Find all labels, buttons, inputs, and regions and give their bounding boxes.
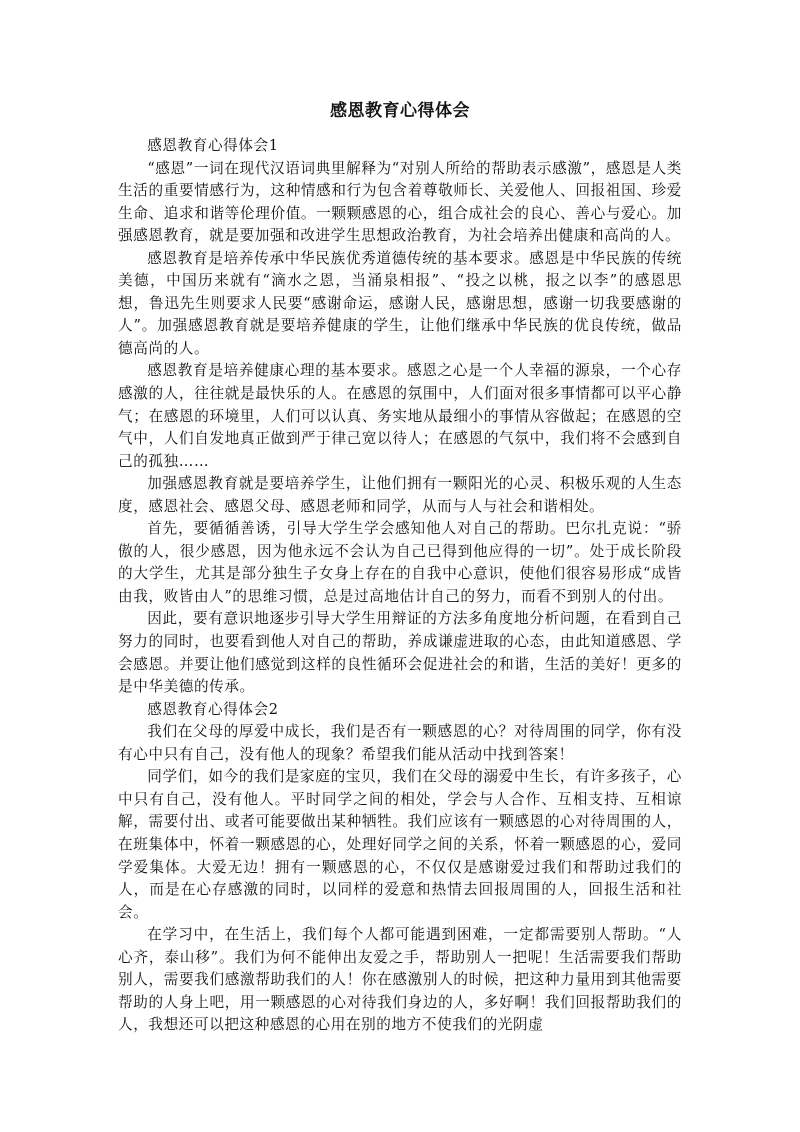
section-heading-1: 感恩教育心得体会1: [147, 137, 279, 154]
paragraph: “感恩”一词在现代汉语词典里解释为“对别人所给的帮助表示感激”，感恩是人类生活的重要情感行为，这种情感和行为包含着尊敬师长、关爱他人、回报祖国、珍爱生命、追求和谐等伦理价值。一颗颗感恩的心，组合成社会的良心、善心与爱心。加强感恩教育，就是要加强和改进学生思想政治教育，为社会培养出健康和高尚的人。: [118, 159, 682, 245]
paragraph: 同学们，如今的我们是家庭的宝贝，我们在父母的溺爱中生长，有许多孩子，心中只有自己，没有他人。平时同学之间的相处，学会与人合作、互相支持、互相谅解，需要付出、或者可能要做出某种牺牲。我们应该有一颗感恩的心对待周围的人，在班集体中，怀着一颗感恩的心，处理好同学之间的关系，怀着一颗感恩的心，爱同学爱集体。大爱无边！拥有一颗感恩的心，不仅仅是感谢爱过我们和帮助过我们的人，而是在心存感激的同时，以同样的爱意和热情去回报周围的人，回报生活和社会。: [118, 768, 682, 921]
section-heading-2: 感恩教育心得体会2: [147, 700, 279, 718]
document-body: [118, 135, 682, 1037]
paragraph: 感恩教育是培养传承中华民族优秀道德传统的基本要求。感恩是中华民族的传统美德，中国历来就有“滴水之恩，当涌泉相报”、“投之以桃，报之以李”的感恩思想，鲁迅先生则要求人民要“感谢命运，感谢人民，感谢思想，感谢一切我要感谢的人”。加强感恩教育就是要培养健康的学生，让他们继承中华民族的优良传统，做品德高尚的人。: [118, 249, 682, 357]
paragraph: 因此，要有意识地逐步引导大学生用辩证的方法多角度地分析问题，在看到自己努力的同时，也要看到他人对自己的帮助，养成谦虚进取的心态，由此知道感恩、学会感恩。并要让他们感觉到这样的良性循环会促进社会的和谐，生活的美好！更多的是中华美德的传承。: [118, 610, 682, 696]
paragraph: 感恩教育是培养健康心理的基本要求。感恩之心是一个人幸福的源泉，一个心存感激的人，往往就是最快乐的人。在感恩的氛围中，人们面对很多事情都可以平心静气；在感恩的环境里，人们可以认真、务实地从最细小的事情从容做起；在感恩的空气中，人们自发地真正做到严于律己宽以待人；在感恩的气氛中，我们将不会感到自己的孤独……: [118, 362, 682, 470]
paragraph: 加强感恩教育就是要培养学生，让他们拥有一颗阳光的心灵、积极乐观的人生态度，感恩社会、感恩父母、感恩老师和同学，从而与人与社会和谐相处。: [118, 475, 682, 515]
paragraph: 我们在父母的厚爱中成长，我们是否有一颗感恩的心？对待周围的同学，你有没有心中只有自己，没有他人的现象？希望我们能从活动中找到答案！: [118, 723, 682, 763]
document-title: 感恩教育心得体会: [330, 101, 470, 121]
paragraph: 在学习中，在生活上，我们每个人都可能遇到困难，一定都需要别人帮助。“人心齐，泰山移”。我们为何不能伸出友爱之手，帮助别人一把呢！生活需要我们帮助别人，需要我们感激帮助我们的人！你在感激别人的时候，把这种力量用到其他需要帮助的人身上吧，用一颗感恩的心对待我们身边的人，多好啊！我们回报帮助我们的人，我想还可以把这种感恩的心用在别的地方不使我们的光阴虚: [118, 926, 682, 1034]
paragraph: 首先，要循循善诱，引导大学生学会感知他人对自己的帮助。巴尔扎克说：“骄傲的人，很少感恩，因为他永远不会认为自己已得到他应得的一切”。处于成长阶段的大学生，尤其是部分独生子女身上存在的自我中心意识，使他们很容易形成“成皆由我，败皆由人”的思维习惯，总是过高地估计自己的努力，而看不到别人的付出。: [118, 520, 682, 605]
